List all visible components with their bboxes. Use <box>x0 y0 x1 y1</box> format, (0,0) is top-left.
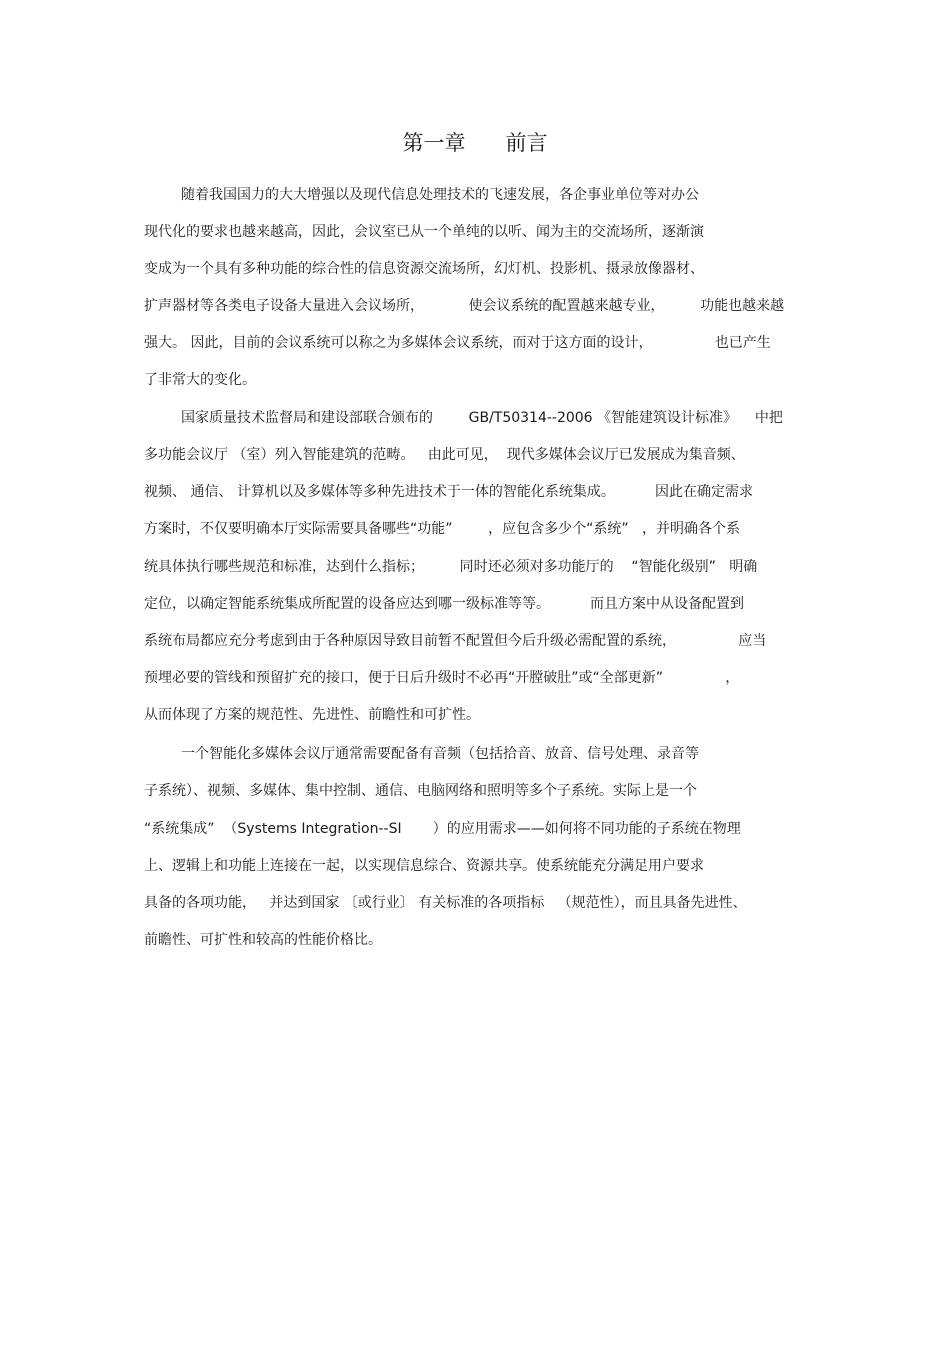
paragraph-line: “系统集成” （Systems Integration--SI ）的应用需求——如何将不同功能的子系统在物理 <box>144 821 741 837</box>
paragraph-line: 变成为一个具有多种功能的综合性的信息资源交流场所，幻灯机、投影机、摄录放像器材、 <box>144 261 704 277</box>
paragraph-line: 方案时，不仅要明确本厅实际需要具备哪些“功能” ，应包含多少个“系统” ，并明确各个系 <box>144 521 740 537</box>
paragraph-line: 了非常大的变化。 <box>144 372 256 388</box>
paragraph-line: 系统布局都应充分考虑到由于各种原因导致目前暂不配置但今后升级必需配置的系统， 应当 <box>144 633 767 649</box>
paragraph-line: 定位，以确定智能系统集成所配置的设备应达到哪一级标准等等。 而且方案中从设备配置到 <box>144 596 745 612</box>
paragraph-line: 随着我国国力的大大增强以及现代信息处理技术的飞速发展，各企事业单位等对办公 <box>181 187 699 203</box>
paragraph-line: 扩声器材等各类电子设备大量进入会议场所， 使会议系统的配置越来越专业， 功能也越来越 <box>144 298 785 314</box>
paragraph-line: 子系统）、视频、多媒体、集中控制、通信、电脑网络和照明等多个子系统。实际上是一个 <box>144 783 697 799</box>
paragraph-line: 具备的各项功能， 并达到国家 〔或行业〕 有关标准的各项指标 （规范性），而且具备先进性、 <box>144 895 747 911</box>
paragraph-line: 视频、 通信、 计算机以及多媒体等多种先进技术于一体的智能化系统集成。 因此在确定需求 <box>144 484 753 500</box>
paragraph-line: 从而体现了方案的规范性、先进性、前瞻性和可扩性。 <box>144 707 480 723</box>
paragraph-line: 统具体执行哪些规范和标准，达到什么指标； 同时还必须对多功能厅的 “智能化级别” 明确 <box>144 559 758 575</box>
paragraph-line: 一个智能化多媒体会议厅通常需要配备有音频（包括拾音、放音、信号处理、录音等 <box>181 746 699 762</box>
paragraph-line: 强大。 因此，目前的会议系统可以称之为多媒体会议系统，而对于这方面的设计， 也已产生 <box>144 335 771 351</box>
paragraph-line: 预埋必要的管线和预留扩充的接口，便于日后升级时不必再“开膛破肚”或“全部更新” ， <box>144 670 740 686</box>
paragraph-line: 多功能会议厅 （室）列入智能建筑的范畴。 由此可见， 现代多媒体会议厅已发展成为集音频、 <box>144 447 745 463</box>
paragraph-line: 上、逻辑上和功能上连接在一起，以实现信息综合、资源共享。使系统能充分满足用户要求 <box>144 858 704 874</box>
paragraph-line: 现代化的要求也越来越高，因此，会议室已从一个单纯的以听、闻为主的交流场所，逐渐演 <box>144 224 704 240</box>
paragraph-line: 国家质量技术监督局和建设部联合颁布的 GB/T50314--2006 《智能建筑设计标准》 中把 <box>181 410 783 426</box>
paragraph-line: 前瞻性、可扩性和较高的性能价格比。 <box>144 932 382 948</box>
chapter-title: 第一章 前言 <box>402 131 548 155</box>
